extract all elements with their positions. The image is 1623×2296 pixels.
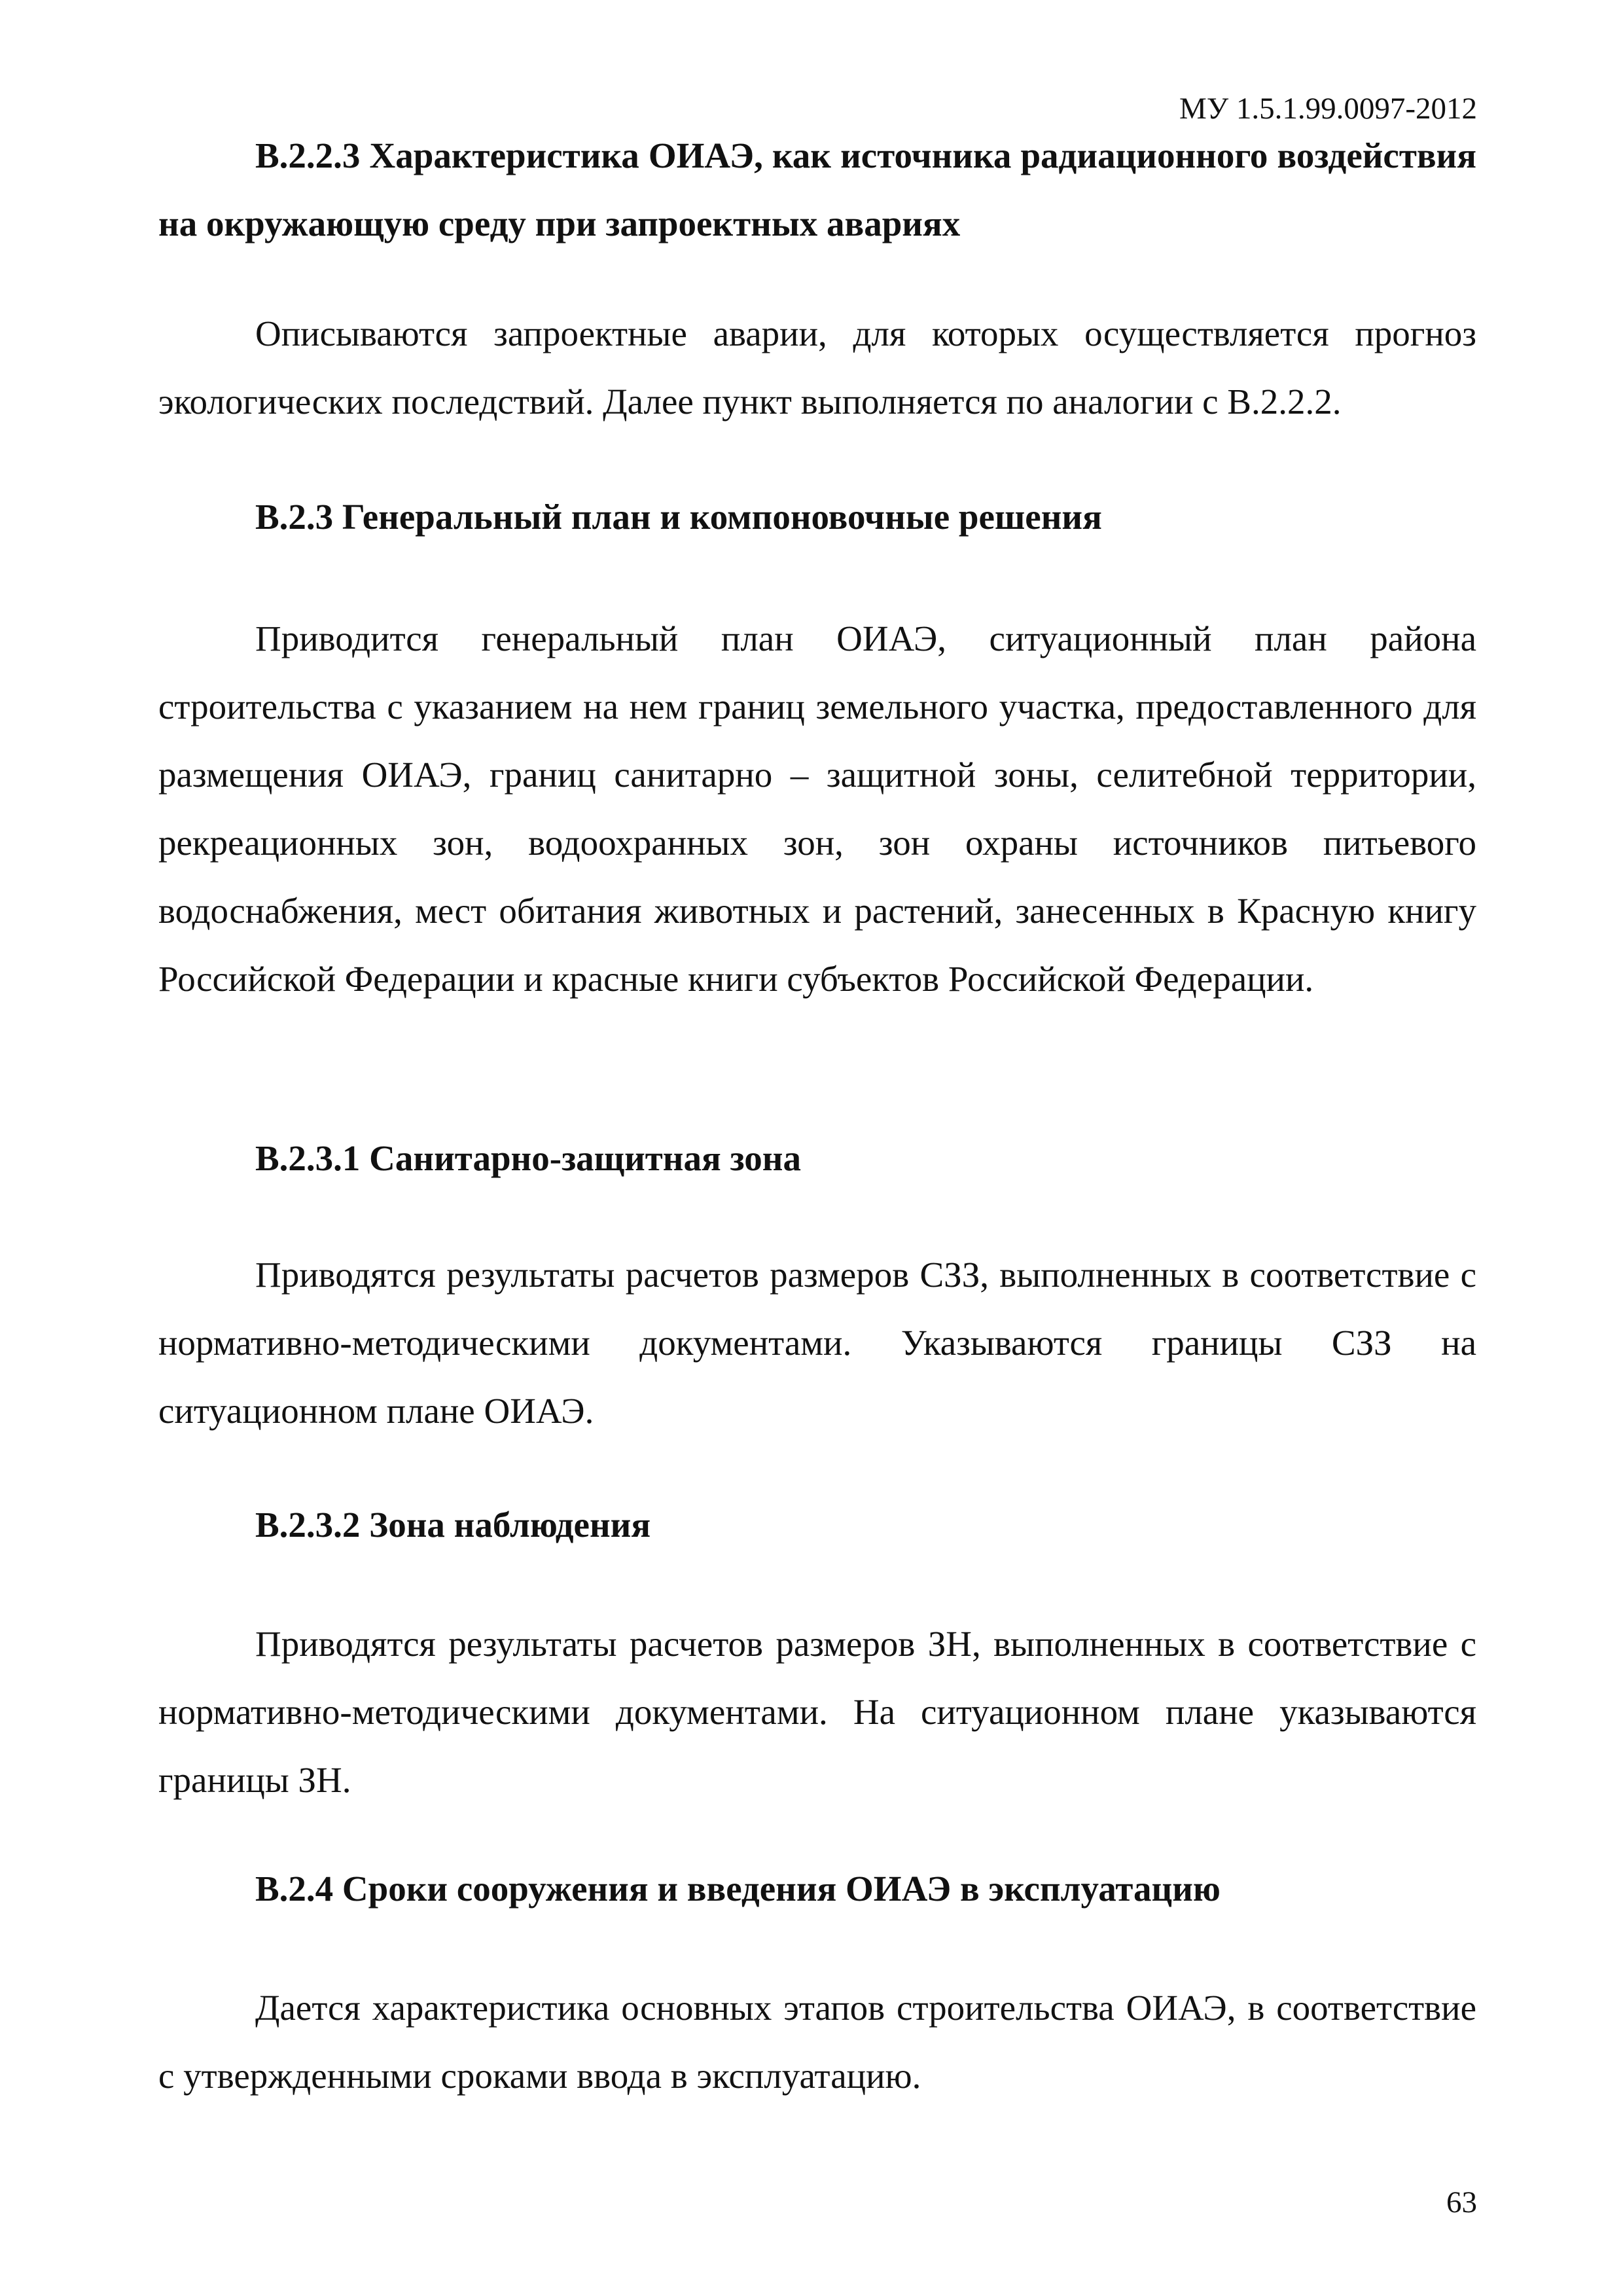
section-b2-3 (158, 483, 1476, 551)
page-number: 63 (1446, 2185, 1477, 2219)
section-b2-3-2 (158, 1491, 1476, 1559)
section-b2-3-body (158, 605, 1476, 1013)
paragraph: Описываются запроектные аварии, для которых осуществляется прогноз экологических последствий. Далее пункт выполняется по аналогии с В.2.2.2. (158, 314, 1476, 422)
section-b2-3-1-body (158, 1241, 1476, 1445)
section-b2-4-body (158, 1974, 1476, 2110)
paragraph: Приводятся результаты расчетов размеров ЗН, выполненных в соответствие с нормативно-методическими документами. На ситуационном плане указываются границы ЗН. (158, 1624, 1476, 1800)
section-b2-2-3-body (158, 300, 1476, 436)
paragraph: Приводятся результаты расчетов размеров СЗЗ, выполненных в соответствие с нормативно-методическими документами. Указываются границы СЗЗ на ситуационном плане ОИАЭ. (158, 1255, 1476, 1431)
paragraph: Приводится генеральный план ОИАЭ, ситуационный план района строительства с указанием на нем границ земельного участка, предоставленного для размещения ОИАЭ, границ санитарно – защитной зоны, селитебной территории, рекреационных зон, водоохранных зон, зон охраны источников питьевого водоснабжения, мест обитания животных и растений, занесенных в Красную книгу Российской Федерации и красные книги субъектов Российской Федерации. (158, 619, 1476, 999)
section-heading: В.2.3.1 Санитарно-защитная зона (255, 1138, 801, 1178)
section-b2-4 (158, 1855, 1476, 1923)
section-heading: В.2.3 Генеральный план и компоновочные решения (255, 497, 1102, 537)
section-b2-3-2-body (158, 1610, 1476, 1814)
paragraph: Дается характеристика основных этапов строительства ОИАЭ, в соответствие с утвержденными сроками ввода в эксплуатацию. (158, 1988, 1476, 2096)
section-b2-3-1 (158, 1124, 1476, 1193)
section-b2-2-3 (158, 122, 1476, 258)
document-code: МУ 1.5.1.99.0097-2012 (1179, 92, 1477, 126)
section-heading: В.2.4 Сроки сооружения и введения ОИАЭ в эксплуатацию (255, 1869, 1221, 1909)
section-heading: В.2.3.2 Зона наблюдения (255, 1505, 651, 1545)
section-heading: В.2.2.3 Характеристика ОИАЭ, как источника радиационного воздействия на окружающую среду при запроектных авариях (158, 135, 1476, 243)
